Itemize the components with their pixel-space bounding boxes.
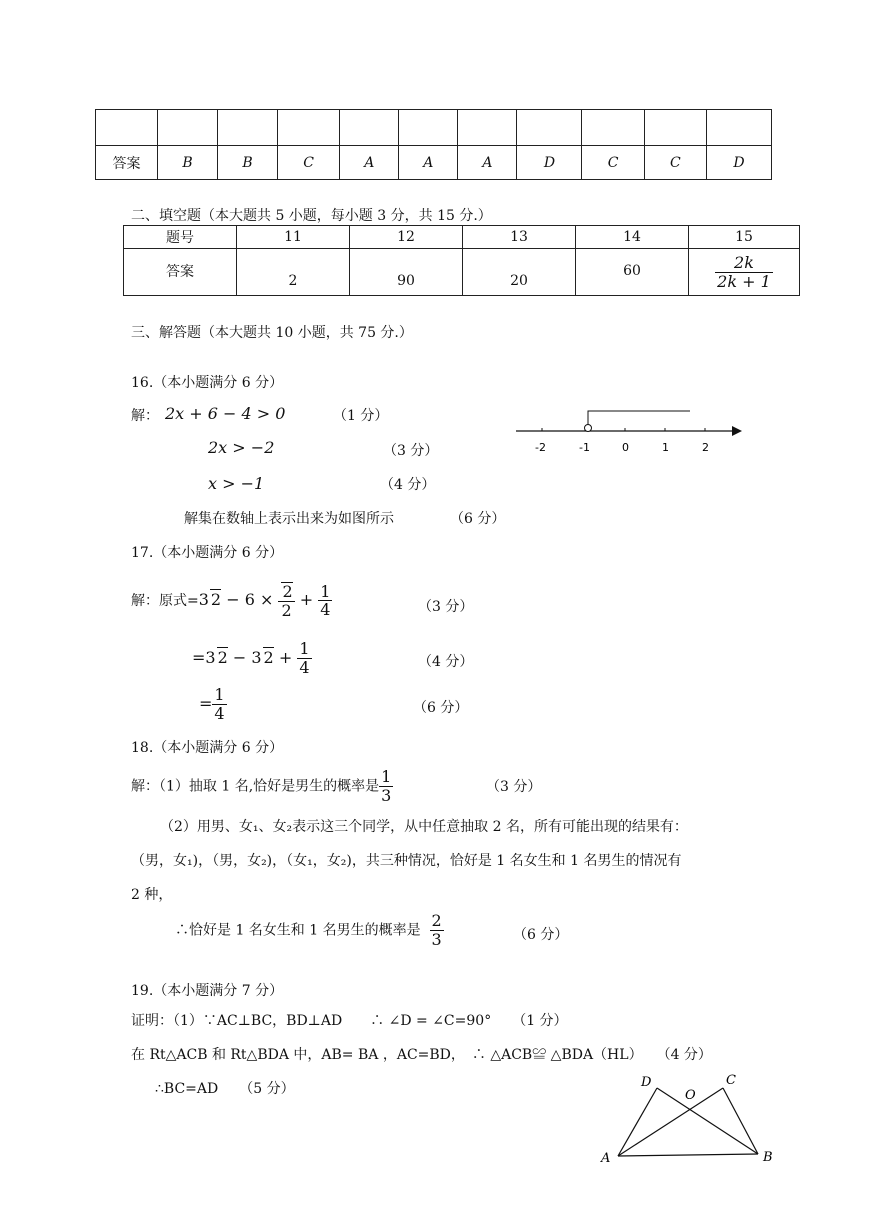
answer-cell: D: [706, 146, 771, 180]
answer-cell: A: [399, 146, 458, 180]
q17-line1-prefix: 解：原式=: [131, 593, 199, 610]
answer-cell: C: [644, 146, 706, 180]
q16-score2: （3 分）: [383, 443, 439, 459]
q18-line3: （男，女₁)，（男，女₂)，（女₁，女₂)，共三种情况，恰好是 1 名女生和 1 名男生的情况有: [131, 853, 682, 869]
q18-score2: （6 分）: [513, 927, 569, 943]
geometry-figure: [595, 1068, 785, 1173]
q18-line5-wrap: ∴恰好是 1 名女生和 1 名男生的概率是 $\frac{2}{3}$: [175, 911, 442, 949]
q17-line2: =3 2 − 3 2 + $\frac{1}{4}$: [192, 639, 310, 677]
q16-score4: （6 分）: [450, 511, 506, 527]
tick-label: -1: [579, 441, 590, 454]
answer-cell: A: [340, 146, 399, 180]
answer-label: 答案: [124, 249, 237, 296]
q17-score2: （4 分）: [418, 654, 474, 670]
point-label-o: O: [685, 1088, 696, 1103]
point-label-a: A: [601, 1151, 611, 1166]
q18-line1-wrap: 解：（1）抽取 1 名,恰好是男生的概率是 $\frac{1}{3}$: [131, 767, 392, 805]
answer-cell: 90: [350, 249, 463, 296]
q17-line1: 解：原式=3 2 − 6 × $\frac{2}{2}$ + $\frac{1}{4}$: [131, 581, 331, 620]
q16-title: 16.（本小题满分 6 分）: [131, 375, 284, 391]
question-number: 13: [463, 226, 576, 249]
q16-step2: 2x > −2: [208, 438, 275, 457]
section3-title: 三、解答题（本大题共 10 小题，共 75 分.）: [131, 325, 413, 341]
answer-cell: D: [517, 146, 582, 180]
answer-cell: C: [278, 146, 340, 180]
q18-line2: （2）用男、女₁、女₂表示这三个同学，从中任意抽取 2 名，所有可能出现的结果有：: [160, 819, 688, 835]
question-number: 11: [237, 226, 350, 249]
header-label: 题号: [124, 226, 237, 249]
q19-line2: 在 Rt△ACB 和 Rt△BDA 中，AB= BA ，AC=BD， ∴ △ACB≌ △BDA（HL） （4 分）: [131, 1047, 712, 1063]
tick-label: 1: [662, 441, 669, 454]
tick-label: 0: [622, 441, 629, 454]
answer-cell: C: [582, 146, 644, 180]
answer-fraction: [689, 249, 800, 296]
q19-line3: ∴BC=AD （5 分）: [155, 1081, 295, 1097]
answer-cell: 2: [237, 249, 350, 296]
answer-cell: A: [458, 146, 517, 180]
q16-jie: 解：: [131, 408, 159, 424]
q18-score1: （3 分）: [486, 779, 542, 795]
q17-line3: = $\frac{1}{4}$: [199, 685, 225, 723]
answer-label: 答案: [96, 146, 158, 180]
q16-step3: x > −1: [208, 474, 265, 493]
q18-line5: ∴恰好是 1 名女生和 1 名男生的概率是: [175, 922, 421, 939]
question-number: 15: [689, 226, 800, 249]
q17-score3: （6 分）: [413, 700, 469, 716]
q16-conclusion: 解集在数轴上表示出来为如图所示: [184, 511, 394, 527]
q16-score1: （1 分）: [333, 408, 389, 424]
answer-cell: B: [158, 146, 218, 180]
section2-title: 二、填空题（本大题共 5 小题，每小题 3 分，共 15 分.）: [131, 208, 492, 224]
answer-cell: 20: [463, 249, 576, 296]
answer-table-2: [123, 225, 800, 296]
q16-score3: （4 分）: [380, 477, 436, 493]
number-line: [510, 405, 750, 460]
question-number: 12: [350, 226, 463, 249]
point-label-d: D: [641, 1075, 652, 1090]
point-label-c: C: [726, 1073, 736, 1088]
tick-label: 2: [702, 441, 709, 454]
q19-line1: 证明：（1）∵AC⊥BC，BD⊥AD ∴ ∠D = ∠C=90° （1 分）: [131, 1013, 568, 1029]
q18-line4: 2 种，: [131, 887, 173, 903]
q18-line1: 解：（1）抽取 1 名,恰好是男生的概率是: [131, 778, 380, 795]
q17-score1: （3 分）: [418, 599, 474, 615]
q19-title: 19.（本小题满分 7 分）: [131, 983, 284, 999]
q17-title: 17.（本小题满分 6 分）: [131, 545, 284, 561]
answer-cell: 60: [576, 249, 689, 296]
answer-table-1: [95, 109, 772, 180]
q18-title: 18.（本小题满分 6 分）: [131, 740, 284, 756]
tick-label: -2: [535, 441, 546, 454]
point-label-b: B: [763, 1150, 773, 1165]
question-number: 14: [576, 226, 689, 249]
fraction-denominator: 2k + 1: [717, 271, 771, 291]
answer-cell: B: [218, 146, 278, 180]
fraction-numerator: 2k: [715, 254, 773, 273]
q16-step1: 2x + 6 − 4 > 0: [165, 404, 286, 423]
